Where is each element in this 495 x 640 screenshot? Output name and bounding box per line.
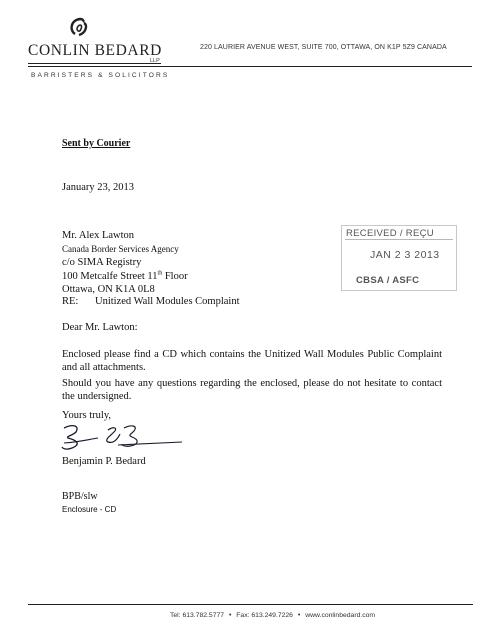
footer-fax: Fax: 613.249.7226	[236, 612, 293, 619]
stamp-received-label: RECEIVED / REÇU	[346, 228, 434, 239]
footer-tel: Tel: 613.782.5777	[170, 612, 225, 619]
salutation: Dear Mr. Lawton:	[62, 322, 138, 333]
footer-contact	[170, 612, 375, 619]
firm-tagline: BARRISTERS & SOLICITORS	[31, 72, 170, 79]
letter-date: January 23, 2013	[62, 182, 135, 193]
recipient-address-block	[62, 229, 188, 297]
footer-divider	[28, 604, 473, 605]
stylized-cb-logo-icon	[66, 14, 92, 40]
handwritten-signature	[58, 418, 188, 454]
firm-address: 220 LAURIER AVENUE WEST, SUITE 700, OTTAWA, ON K1P 5Z9 CANADA	[200, 44, 447, 51]
closing: Yours truly,	[62, 410, 112, 421]
body-paragraph-2: Should you have any questions regarding the enclosed, please do not hesitate to contact the undersigned.	[62, 378, 442, 402]
letterhead-divider-short	[28, 63, 161, 64]
body-paragraph-1: Enclosed please find a CD which contains the Unitized Wall Modules Public Complaint and all attachments.	[62, 349, 442, 373]
received-stamp	[341, 225, 457, 291]
footer-website: www.conlinbedard.com	[305, 612, 376, 619]
delivery-method: Sent by Courier	[62, 138, 131, 149]
recipient-care-of: c/o SIMA Registry	[62, 257, 142, 268]
footer-separator: •	[297, 612, 301, 619]
recipient-name: Mr. Alex Lawton	[62, 230, 135, 241]
typist-initials: BPB/slw	[62, 491, 98, 502]
firm-llp: LLP	[150, 58, 160, 64]
stamp-date: JAN 2 3 2013	[370, 249, 440, 261]
recipient-organization: Canada Border Services Agency	[62, 243, 179, 254]
re-subject: Unitized Wall Modules Complaint	[95, 296, 240, 307]
firm-name: CONLIN BEDARD	[28, 42, 162, 59]
stamp-rule	[345, 239, 453, 240]
footer-separator: •	[228, 612, 232, 619]
recipient-street: 100 Metcalfe Street 11th Floor	[62, 270, 188, 282]
enclosure-note: Enclosure - CD	[62, 505, 117, 514]
stamp-agency: CBSA / ASFC	[356, 275, 420, 286]
signer-name: Benjamin P. Bedard	[62, 456, 146, 467]
re-label: RE:	[62, 296, 79, 307]
letterhead-divider	[28, 66, 472, 67]
recipient-city: Ottawa, ON K1A 0L8	[62, 284, 155, 295]
